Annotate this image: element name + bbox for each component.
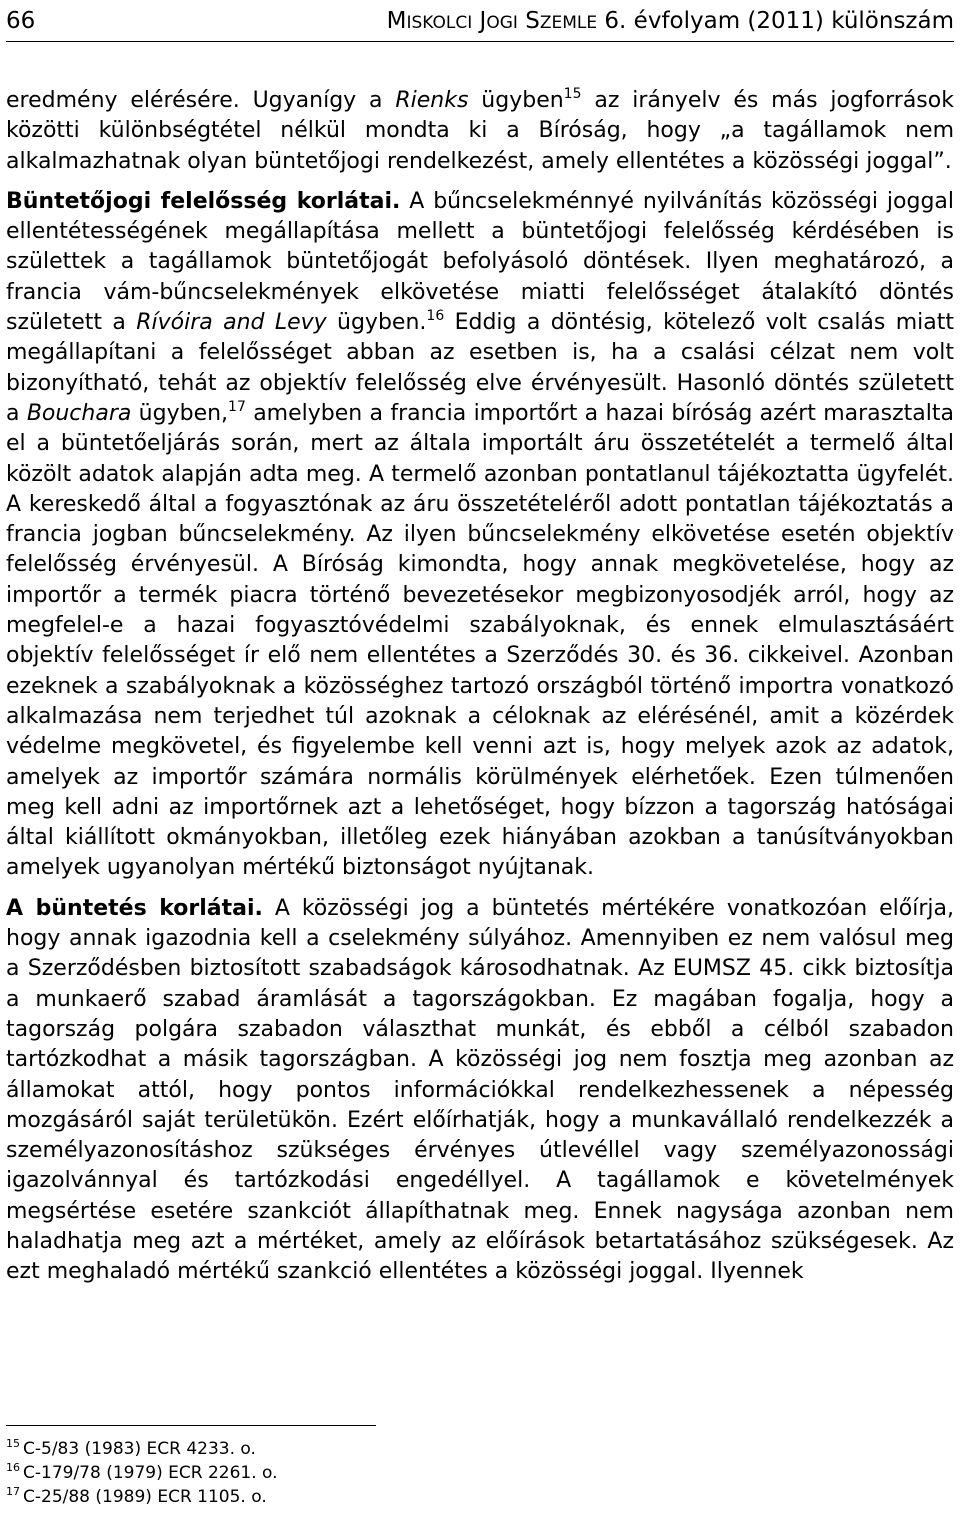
- footnote-ref-16: 16: [426, 307, 445, 324]
- footnote-ref-17: 17: [228, 398, 246, 415]
- case-name-rivoira: Rívóira and Levy: [136, 310, 327, 336]
- section-heading-criminal-liability: Büntetőjogi felelősség korlátai.: [6, 188, 401, 214]
- footnote-ref-15: 15: [563, 85, 582, 102]
- paragraph-rienks: [6, 86, 954, 177]
- section-heading-penalty-limits: A büntetés korlátai.: [6, 895, 263, 921]
- journal-title-word-3-initial: S: [525, 8, 540, 34]
- paragraph-2-text-3: Eddig a döntésig, kötelező volt csalás miatt megállapítani a felelősséget abban az esetben is, ha a csalási célzat nem volt bizonyítható, tehát az objektív felelősség elve érvényesült. Hasonló döntés született a: [6, 310, 955, 426]
- paragraph-penalty-limits: [6, 894, 954, 1288]
- body-text: [6, 86, 954, 1288]
- footnote: [6, 1437, 606, 1461]
- paragraph-criminal-liability: [6, 187, 954, 884]
- footnote-number: 17: [6, 1485, 20, 1499]
- footnote: [6, 1485, 606, 1509]
- paragraph-2-text-2: ügyben.: [326, 310, 427, 336]
- footnote-text: C-5/83 (1983) ECR 4233. o.: [23, 1439, 256, 1459]
- journal-title-word-1-initial: M: [386, 8, 407, 34]
- paragraph-2-text-4: ügyben,: [131, 400, 229, 426]
- journal-title-word-2-rest: OGI: [486, 13, 518, 33]
- paragraph-2-text-5: amelyben a francia importőrt a hazai bíróság azért marasztalta el a büntetőeljárás során, mert az általa importált áru összetételét a termelő által közölt adatok alapján adta meg. A termelő azonban pontatlanul tájékoztatta ügyfelét. A kereskedő által a fogyasztónak az áru összetételéről adott pontatlan tájékoztatás a francia jogban bűncselekmény. Az ilyen bűncselekmény elkövetése esetén objektív felelősség érvényesül. A Bíróság kimondta, hogy annak megkövetelése, hogy az importőr a termék piacra történő bevezetésekor megbizonyosodjék arról, hogy az megfelel-e a hazai fogyasztóvédelmi szabályoknak, és ennek elmulasztásáért objektív felelősséget ír elő nem ellentétes a Szerződés 30. és 36. cikkeivel. Azonban ezeknek a szabályoknak a közösséghez tartozó országból történő importra vonatkozó alkalmazása nem terjedhet túl azoknak a céloknak az elérésénél, amit a közérdek védelme megkövetel, és figyelembe kell venni azt is, hogy melyek azok az adatok, amelyek az importőr számára normális körülmények elérhetőek. Ezen túlmenően meg kell adni az importőrnek azt a lehetőséget, hogy bízzon a tagország hatóságai által kiállított okmányokban, illetőleg ezek hiányában azokban a tanúsítványokban amelyek ugyanolyan mértékű biztonságot nyújtanak.: [6, 400, 954, 881]
- paragraph-1-text-3: az irányelv és más jogforrások közötti különbségtétel nélkül mondta ki a Bíróság, hogy „a tagállamok nem alkalmazhatnak olyan büntetőjogi rendelkezést, amely ellentétes a közösségi joggal”.: [6, 88, 954, 174]
- journal-title-word-3-rest: ZEMLE: [539, 13, 598, 33]
- paragraph-1-text-1: eredmény elérésére. Ugyanígy a: [6, 88, 396, 113]
- paragraph-2-text-1: A bűncselekménnyé nyilvánítás közösségi joggal ellentétességének megállapítása mellett a büntetőjogi felelősség kérdésében is születtek a tagállamok büntetőjogát befolyásoló döntések. Ilyen meghatározó, a francia vám-bűncselekmények elkövetése miatti felelősséget átalakító döntés született a: [6, 188, 955, 336]
- paragraph-3-text-1: A közösségi jog a büntetés mértékére vonatkozóan előírja, hogy annak igazodnia kell a cselekmény súlyához. Amennyiben ez nem valósul meg a Szerződésben biztosított szabadságok károsodhatnak. Az EUMSZ 45. cikk biztosítja a munkaerő szabad áramlását a tagországokban. Ez magában fogalja, hogy a tagország polgára szabadon választhat munkát, és ebből a célból szabadon tartózkodhat a másik tagországban. A közösségi jog nem fosztja meg azonban az államokat attól, hogy pontos információkkal rendelkezhessenek a népesség mozgásáról saját területükön. Ezért előírhatják, hogy a munkavállaló rendelkezzék a személyazonosításhoz szükséges érvényes útlevéllel vagy személyazonossági igazolvánnyal és tartózkodási engedéllyel. A tagállamok e követelmények megsértése esetére szankciót állapíthatnak meg. Ennek nagysága azonban nem haladhatja meg azt a mértéket, amely az előírások betartatásához szükségesek. Az ezt meghaladó mértékű szankció ellentétes a közösségi joggal. Ilyennek: [6, 895, 954, 1285]
- running-header: [6, 4, 954, 38]
- footnote-text: C-179/78 (1979) ECR 2261. o.: [23, 1463, 278, 1483]
- paragraph-1-text-2: ügyben: [468, 88, 564, 113]
- footnotes: [6, 1437, 606, 1509]
- journal-title-word-1-rest: ISKOLCI: [406, 13, 473, 33]
- footnote-text: C-25/88 (1989) ECR 1105. o.: [23, 1487, 267, 1507]
- case-name-bouchara: Bouchara: [26, 400, 132, 426]
- case-name-rienks: Rienks: [395, 88, 469, 113]
- header-divider: [6, 41, 954, 42]
- page-number: 66: [6, 8, 36, 34]
- journal-title-word-2-initial: J: [479, 8, 487, 34]
- footnote-number: 16: [6, 1461, 20, 1475]
- journal-issue: 6. évfolyam (2011) különszám: [604, 8, 954, 34]
- footnote: [6, 1461, 606, 1485]
- journal-running-title: [387, 4, 954, 40]
- footnote-divider: [6, 1425, 376, 1426]
- footnote-number: 15: [6, 1437, 20, 1451]
